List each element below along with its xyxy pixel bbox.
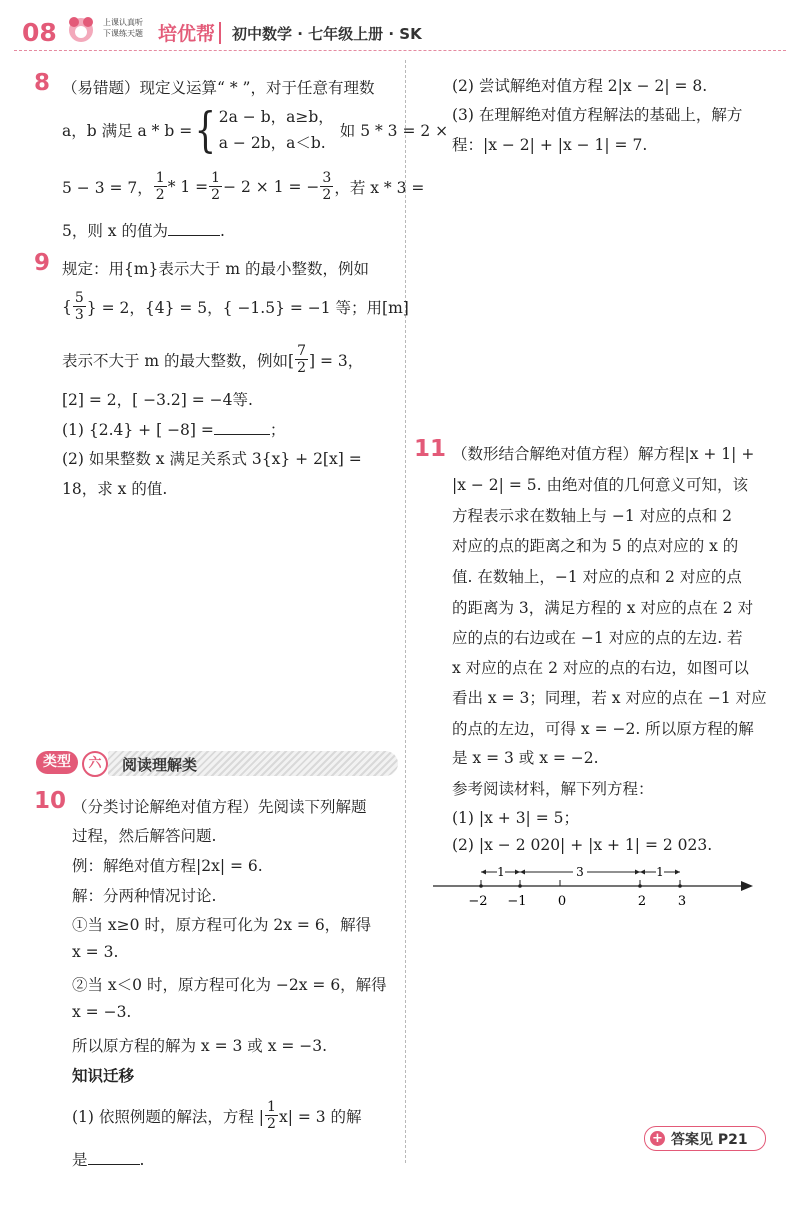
brand-logo bbox=[66, 14, 96, 44]
header-divider bbox=[219, 22, 221, 44]
q10-part-2: (2) 尝试解绝对值方程 2|x − 2| = 8. bbox=[452, 77, 708, 95]
tick-label: 3 bbox=[677, 894, 687, 909]
q11-line-12: 参考阅读材料，解下列方程： bbox=[452, 780, 654, 798]
tick-label: 2 bbox=[637, 894, 647, 909]
section-type-number: 六 bbox=[82, 751, 108, 777]
q10-line-3: 例：解绝对值方程|2x| = 6. bbox=[72, 857, 263, 875]
answer-blank[interactable] bbox=[168, 221, 220, 236]
q11-line-7: 应的点的右边或在 −1 对应的点的左边. 若 bbox=[452, 629, 743, 647]
q8-line-1: （易错题）现定义运算“ * ”，对于任意有理数 bbox=[62, 79, 375, 97]
q8-line-3: 5 − 3 = 7， $\frac{1}{2}$ * 1 = $\frac{1}{2}$ − 2 × 1 = − $\frac{3}{2}$ ，若 x * 3 = bbox=[62, 170, 425, 203]
q10-line-5: ①当 x≥0 时，原方程可化为 2x = 6，解得 bbox=[72, 916, 372, 934]
page-number: 08 bbox=[22, 18, 57, 47]
q10-line-4: 解：分两种情况讨论. bbox=[72, 887, 217, 905]
answer-blank[interactable] bbox=[214, 420, 270, 435]
section-title: 阅读理解类 bbox=[122, 756, 198, 774]
q11-line-1: （数形结合解绝对值方程）解方程|x + 1| + bbox=[452, 445, 755, 463]
q11-line-14: (2) |x − 2 020| + |x + 1| = 2 023. bbox=[452, 836, 713, 854]
tick-label: −1 bbox=[507, 894, 527, 909]
q8-case-2: a − 2b，a＜b. bbox=[218, 134, 326, 152]
question-number-10: 10 bbox=[34, 788, 67, 814]
knowledge-transfer-heading: 知识迁移 bbox=[72, 1067, 135, 1085]
question-number-9: 9 bbox=[34, 250, 51, 276]
q10-part-3-line-1: (3) 在理解绝对值方程解法的基础上，解方 bbox=[452, 106, 743, 124]
q11-line-13: (1) |x + 3| = 5； bbox=[452, 809, 579, 827]
q11-line-5: 值. 在数轴上，−1 对应的点和 2 对应的点 bbox=[452, 568, 742, 586]
tick-label: −2 bbox=[468, 894, 488, 909]
segment-label: 3 bbox=[576, 865, 584, 879]
q10-line-1: （分类讨论解绝对值方程）先阅读下列解题 bbox=[72, 798, 367, 816]
q10-line-9: 所以原方程的解为 x = 3 或 x = −3. bbox=[72, 1037, 328, 1055]
segment-label: 1 bbox=[656, 865, 664, 879]
q10-line-11: 是 . bbox=[72, 1151, 145, 1169]
answer-blank[interactable] bbox=[88, 1150, 140, 1165]
q9-line-7: 18，求 x 的值. bbox=[62, 480, 168, 498]
question-number-11: 11 bbox=[414, 436, 447, 462]
number-line-arrow-icon bbox=[741, 881, 753, 891]
q10-line-2: 过程，然后解答问题. bbox=[72, 827, 217, 845]
q10-line-6: x = 3. bbox=[72, 943, 119, 961]
q10-line-8: x = −3. bbox=[72, 1003, 132, 1021]
answer-reference-badge[interactable]: + 答案见 P21 bbox=[644, 1126, 766, 1151]
q11-line-11: 是 x = 3 或 x = −2. bbox=[452, 749, 599, 767]
tick-label: 0 bbox=[557, 894, 567, 909]
q11-line-8: x 对应的点在 2 对应的点的右边，如图可以 bbox=[452, 659, 749, 677]
q9-line-6: (2) 如果整数 x 满足关系式 3{x} + 2[x] = bbox=[62, 450, 362, 468]
slogan: 上课认真听 下课练天题 bbox=[103, 18, 143, 38]
q11-line-10: 的点的左边，可得 x = −2. 所以原方程的解 bbox=[452, 720, 754, 738]
q11-line-9: 看出 x = 3；同理，若 x 对应的点在 −1 对应 bbox=[452, 689, 767, 707]
q10-line-10: (1) 依照例题的解法，方程 | $\frac{1}{2}$ x| = 3 的解 bbox=[72, 1099, 362, 1132]
q11-line-4: 对应的点的距离之和为 5 的点对应的 x 的 bbox=[452, 537, 739, 555]
plus-icon: + bbox=[650, 1131, 665, 1146]
section-type-label: 类型 bbox=[36, 751, 78, 774]
segment-label: 1 bbox=[497, 865, 505, 879]
q9-line-5: (1) {2.4} + [ −8] = ； bbox=[62, 421, 286, 439]
q11-line-6: 的距离为 3，满足方程的 x 对应的点在 2 对 bbox=[452, 599, 754, 617]
brand-name: 培优帮 bbox=[158, 23, 216, 45]
number-line-figure bbox=[425, 860, 765, 910]
book-title: 初中数学 · 七年级上册 · SK bbox=[232, 25, 422, 43]
question-number-8: 8 bbox=[34, 70, 51, 96]
q8-case-1: 2a − b，a≥b， bbox=[218, 108, 334, 126]
q10-line-7: ②当 x＜0 时，原方程可化为 −2x = 6，解得 bbox=[72, 976, 387, 994]
q8-line-2: a，b 满足 a * b = { 2a − b，a≥b， a − 2b，a＜b. 如 5 * 3 = 2 × bbox=[62, 102, 449, 158]
q9-line-1: 规定：用{m}表示大于 m 的最小整数，例如 bbox=[62, 260, 369, 278]
header-rule bbox=[14, 50, 786, 51]
q9-line-3: 表示不大于 m 的最大整数，例如[ $\frac{7}{2}$ ] = 3， bbox=[62, 343, 364, 376]
column-divider bbox=[405, 60, 406, 1163]
q11-line-2: |x − 2| = 5. 由绝对值的几何意义可知，该 bbox=[452, 476, 748, 494]
q11-line-3: 方程表示求在数轴上与 −1 对应的点和 2 bbox=[452, 507, 732, 525]
q9-line-2: { $\frac{5}{3}$ } = 2，{4} = 5，{ −1.5} = −1 等；用[m] bbox=[62, 290, 409, 323]
q9-line-4: [2] = 2，[ −3.2] = −4等. bbox=[62, 391, 253, 409]
q8-line-4: 5，则 x 的值为 . bbox=[62, 222, 225, 240]
q10-part-3-line-2: 程：|x − 2| + |x − 1| = 7. bbox=[452, 136, 648, 154]
